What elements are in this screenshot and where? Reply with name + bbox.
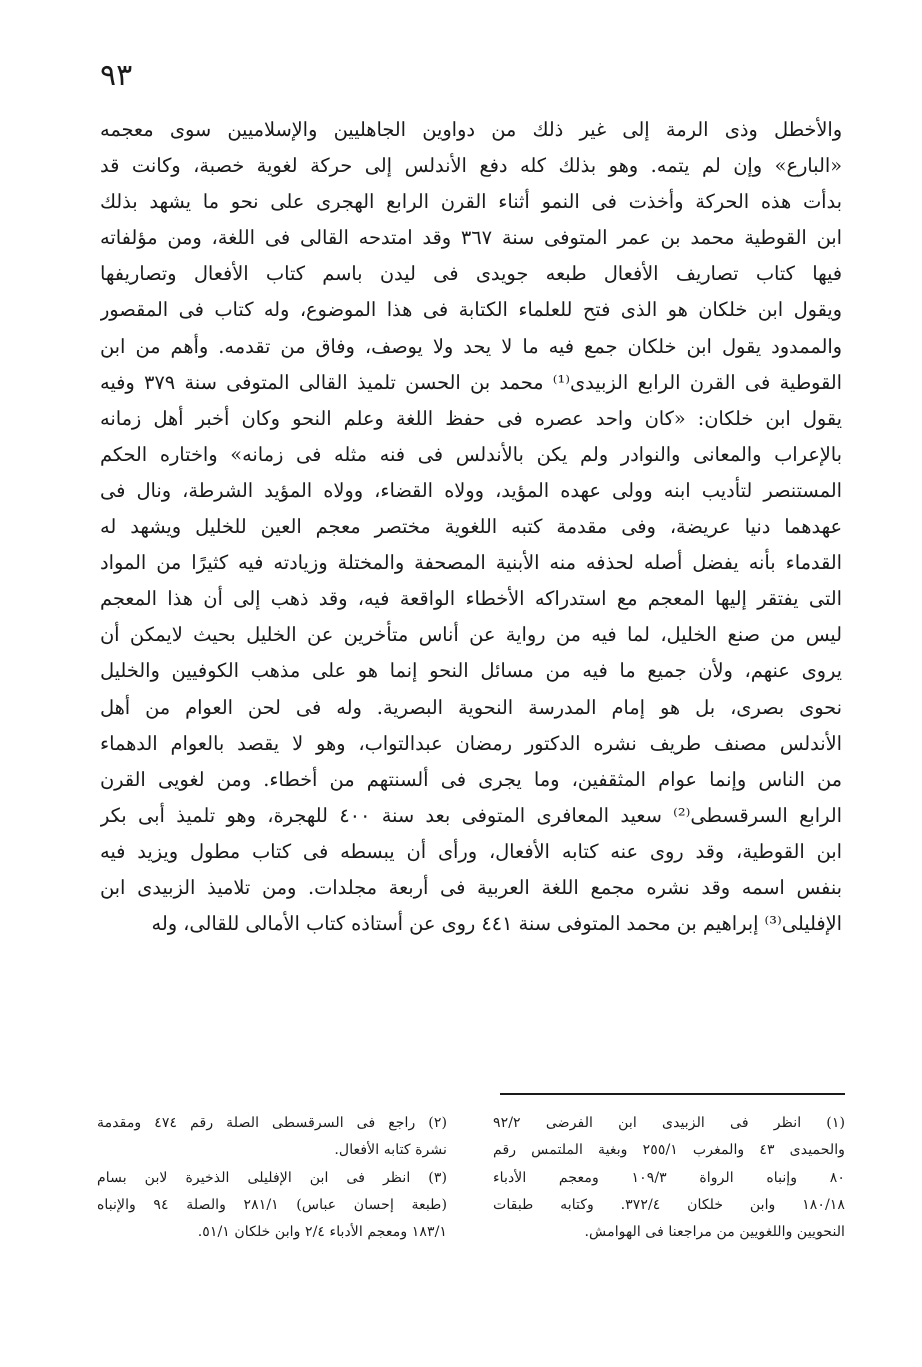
body-line: التى يفتقر إليها المعجم مع استدراكه الأخطاء الواقعة فيه، وقد ذهب إلى أن هذا المعجم	[100, 587, 842, 611]
footnote-line: ١٨٠/١٨ وابن خلكان ٣٧٢/٤. وكتابه طبقات	[493, 1196, 845, 1213]
footnote-line: نشرة كتابه الأفعال.	[334, 1142, 447, 1159]
footnote-line: (٢) راجع فى السرقسطى الصلة رقم ٤٧٤ ومقدمة	[97, 1115, 447, 1131]
body-line: الرابع السرقسطى⁽²⁾ سعيد المعافرى المتوفى بعد سنة ٤٠٠ للهجرة، وهو تلميذ أبى بكر	[100, 803, 842, 827]
footnote-line: والحميدى ٤٣ والمغرب ٢٥٥/١ وبغية الملتمس رقم	[493, 1142, 845, 1159]
body-line: الأندلس مصنف طريف نشره الدكتور رمضان عبدالتواب، وهو لا يقصد بالعوام الدهماء	[100, 731, 842, 755]
body-line: نحوى بصرى، بل هو إمام المدرسة النحوية البصرية. وله فى لحن العوام من أهل	[100, 695, 842, 719]
footnote-line: النحويين واللغويين من مراجعنا فى الهوامش.	[584, 1224, 845, 1241]
footnote-line: ٨٠ وإنباه الرواة ١٠٩/٣ ومعجم الأدباء	[493, 1169, 845, 1186]
body-text	[100, 112, 842, 942]
footnotes-left-column	[97, 1110, 447, 1246]
body-line: من الناس وإنما عوام المثقفين، وما يجرى فى ألسنتهم من أخطاء. ومن لغويى القرن	[100, 767, 842, 791]
body-line: المستنصر لتأديب ابنه وولى عهده المؤيد، وولاه القضاء، وولاه المؤيد الشرطة، ونال فى	[100, 478, 842, 502]
footnote-separator	[500, 1093, 845, 1095]
body-line: القوطية فى القرن الرابع الزبيدى⁽¹⁾ محمد بن الحسن تلميذ القالى المتوفى سنة ٣٧٩ وفيه	[100, 370, 842, 394]
body-line: بنفس اسمه وقد نشره مجمع اللغة العربية فى أربعة مجلدات. ومن تلاميذ الزبيدى ابن	[100, 875, 842, 899]
body-line: ويقول ابن خلكان هو الذى فتح للعلماء الكتابة فى هذا الموضوع، وله كتاب فى المقصور	[100, 298, 842, 322]
body-line: بالإعراب والمعانى والنوادر ولم يكن بالأندلس فى فنه مثله فى زمانه» واختاره الحكم	[100, 442, 842, 466]
footnote-line: (طبعة إحسان عباس) ٢٨١/١ والصلة ٩٤ والإنباه	[97, 1196, 447, 1213]
page-number: ٩٣	[100, 58, 133, 93]
body-line: فيها كتاب تصاريف الأفعال طبعه جويدى فى ليدن باسم كتاب الأفعال وتصاريفها	[100, 262, 842, 286]
footnote-line: (٣) انظر فى ابن الإفليلى الذخيرة لابن بسام	[97, 1169, 447, 1186]
body-line: والأخطل وذى الرمة إلى غير ذلك من دواوين الجاهليين والإسلاميين سوى معجمه	[100, 118, 842, 141]
body-line: يقول ابن خلكان: «كان واحد عصره فى حفظ اللغة وعلم النحو وكان أخبر أهل زمانه	[100, 406, 842, 430]
footnote-line: (١) انظر فى الزبيدى ابن الفرضى ٩٢/٢	[493, 1115, 845, 1131]
body-line: ابن القوطية محمد بن عمر المتوفى سنة ٣٦٧ وقد امتدحه القالى فى اللغة، ومن مؤلفاته	[100, 226, 842, 250]
footnotes-right-column	[493, 1110, 845, 1246]
body-line: القدماء بأنه يفضل أصله لحذفه منه الأبنية المصحفة والمختلة وزيادته فيه كثيرًا من المواد	[100, 551, 842, 575]
body-line: الإفليلى⁽³⁾ إبراهيم بن محمد المتوفى سنة ٤٤١ روى عن أستاذه كتاب الأمالى للقالى، وله	[151, 912, 842, 936]
footnote-line: ١٨٣/١ ومعجم الأدباء ٢/٤ وابن خلكان ٥١/١.	[197, 1224, 447, 1241]
body-line: «البارع» وإن لم يتمه. وهو بذلك كله دفع الأندلس إلى حركة لغوية خصبة، وكانت قد	[100, 154, 842, 178]
body-line: عهدهما دنيا عريضة، وفى مقدمة كتبه اللغوية مختصر معجم العين للخليل ويشهد له	[100, 515, 842, 539]
body-line: ابن القوطية، وقد روى عنه كتابه الأفعال، ورأى أن يبسطه فى كتاب مطول ويزيد فيه	[100, 839, 842, 863]
body-line: والممدود يقول ابن خلكان جمع فيه ما لا يحد ولا يوصف، وفاق من تقدمه. وأهم من ابن	[100, 334, 842, 358]
body-line: ليس من صنع الخليل، لما فيه من رواية عن أناس متأخرين عن الخليل بحيث لايمكن أن	[100, 623, 842, 647]
body-line: بدأت هذه الحركة وأخذت فى النمو أثناء القرن الرابع الهجرى على نحو ما يشهد بذلك	[100, 190, 842, 214]
body-line: يروى عنهم، ولأن جميع ما فيه من مسائل النحو إنما هو على مذهب الكوفيين والخليل	[100, 659, 842, 683]
